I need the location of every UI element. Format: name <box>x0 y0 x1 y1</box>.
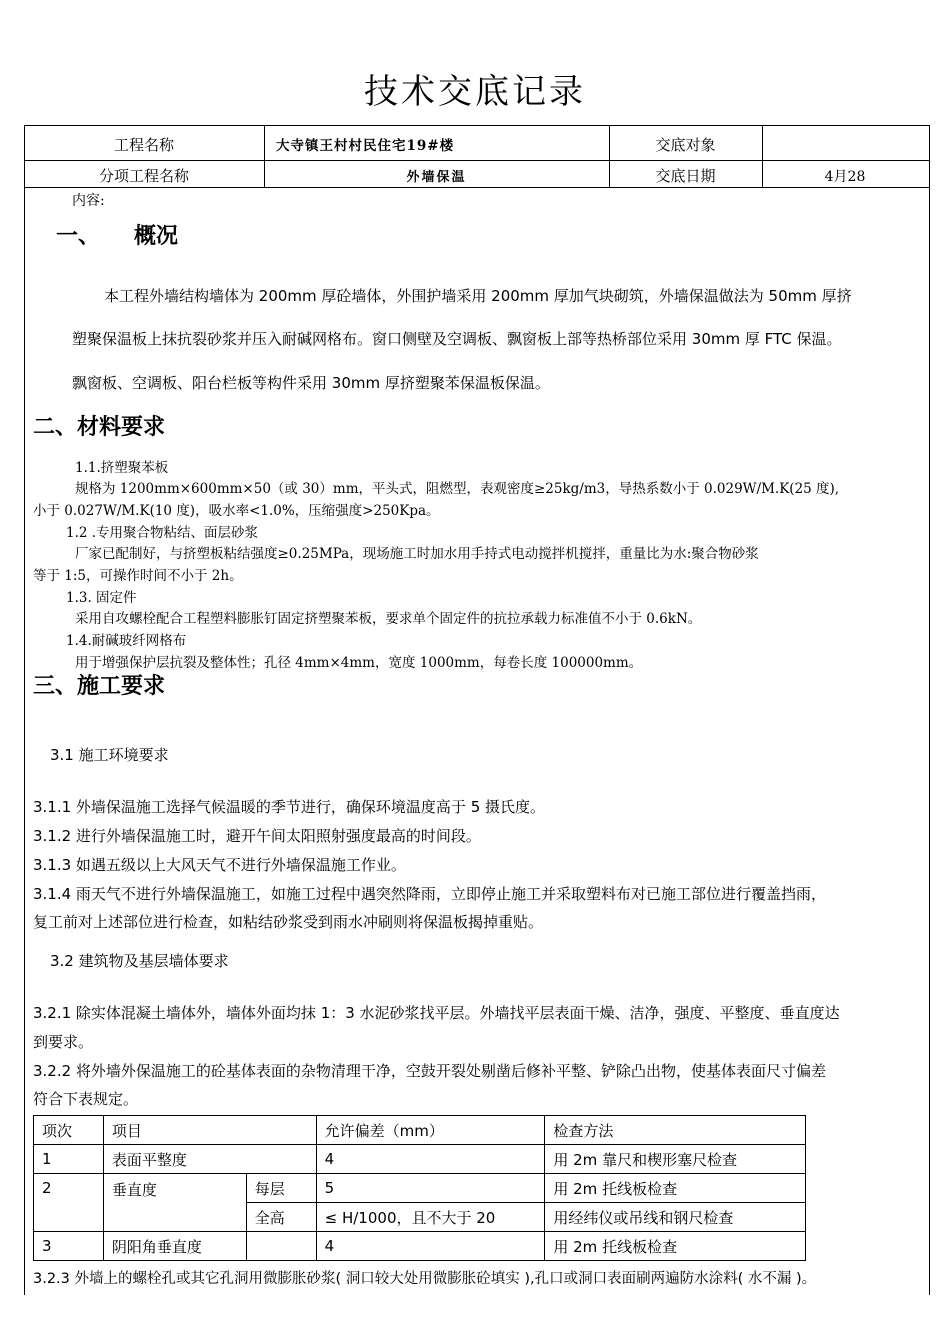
material1-line1: 规格为 1200mm×600mm×50（或 30）mm，平头式，阻燃型，表观密度≥25kg/m3，导热系数小于 0.029W/M.K(25 度), <box>75 481 840 497</box>
clause-3-2-1-line2: 到要求。 <box>33 1033 94 1051</box>
project-name-value: 大寺镇王村村民住宅19#楼 <box>276 138 455 154</box>
table-cell: 表面平整度 <box>103 1145 316 1174</box>
material3-title: 1.3. 固定件 <box>66 590 137 606</box>
table-header-cell: 项次 <box>34 1116 104 1145</box>
table-header-cell: 检查方法 <box>545 1116 806 1145</box>
table-cell <box>246 1232 316 1261</box>
project-name-label: 工程名称 <box>113 136 174 154</box>
overview-para-line1: 本工程外墙结构墙体为 200mm 厚砼墙体，外围护墙采用 200mm 厚加气块砌筑，外墙保温做法为 50mm 厚挤 <box>104 287 852 305</box>
clause-3-2: 3.2 建筑物及基层墙体要求 <box>50 952 229 970</box>
clause-3-1-3: 3.1.3 如遇五级以上大风天气不进行外墙保温施工作业。 <box>33 856 406 874</box>
section3-title: 三、施工要求 <box>33 674 166 699</box>
table-cell: 全高 <box>246 1203 316 1232</box>
table-cell: 每层 <box>246 1174 316 1203</box>
table-cell: 5 <box>316 1174 545 1203</box>
date-value: 4月28 <box>824 169 866 185</box>
document-title: 技术交底记录 <box>364 72 586 112</box>
material1-line2: 小于 0.027W/M.K(10 度)，吸水率<1.0%，压缩强度>250Kpa。 <box>33 503 440 519</box>
material3-line1: 采用自攻螺栓配合工程塑料膨胀钉固定挤塑聚苯板，要求单个固定件的抗拉承载力标准值不小于 0.6kN。 <box>75 611 702 627</box>
table-row <box>34 1232 806 1261</box>
table-cell: 3 <box>34 1232 104 1261</box>
clause-3-2-1-line1: 3.2.1 除实体混凝土墙体外，墙体外面均抹 1：3 水泥砂浆找平层。外墙找平层表面干燥、洁净，强度、平整度、垂直度达 <box>33 1004 840 1022</box>
clause-3-1-4-line1: 3.1.4 雨天气不进行外墙保温施工，如施工过程中遇突然降雨，立即停止施工并采取塑料布对已施工部位进行覆盖挡雨， <box>33 885 826 903</box>
header-bottom-divider <box>24 187 929 188</box>
table-cell: 用 2m 托线板检查 <box>545 1232 806 1261</box>
section1-number: 一、 <box>56 224 101 249</box>
table-cell: 4 <box>316 1145 545 1174</box>
material1-title: 1.1.挤塑聚苯板 <box>75 460 169 476</box>
clause-3-1: 3.1 施工环境要求 <box>50 746 169 764</box>
material2-title: 1.2 .专用聚合物粘结、面层砂浆 <box>66 525 259 541</box>
subproject-value: 外墙保温 <box>406 170 467 185</box>
overview-para-line3: 飘窗板、空调板、阳台栏板等构件采用 30mm 厚挤塑聚苯保温板保温。 <box>72 374 550 392</box>
clause-3-2-3: 3.2.3 外墙上的螺栓孔或其它孔洞用微膨胀砂浆( 洞口较大处用微膨胀砼填实 ),孔口或洞口表面刷两遍防水涂料( 水不漏 )。 <box>33 1271 817 1287</box>
table-row <box>34 1174 806 1203</box>
table-header-cell: 项目 <box>103 1116 316 1145</box>
header-row-divider <box>24 160 929 161</box>
material4-title: 1.4.耐碱玻纤网格布 <box>66 633 187 649</box>
tolerance-table <box>33 1115 806 1261</box>
overview-para-line2: 塑聚保温板上抹抗裂砂浆并压入耐碱网格布。窗口侧壁及空调板、飘窗板上部等热桥部位采用 30mm 厚 FTC 保温。 <box>72 330 842 348</box>
table-cell: 2 <box>34 1174 104 1232</box>
table-cell: ≤ H/1000，且不大于 20 <box>316 1203 545 1232</box>
material4-line1: 用于增强保护层抗裂及整体性；孔径 4mm×4mm，宽度 1000mm，每卷长度 100000mm。 <box>75 655 643 671</box>
table-cell: 用 2m 靠尺和楔形塞尺检查 <box>545 1145 806 1174</box>
material2-line1: 厂家已配制好，与挤塑板粘结强度≥0.25MPa，现场施工时加水用手持式电动搅拌机搅拌，重量比为水:聚合物砂浆 <box>75 546 759 562</box>
section1-title: 概况 <box>134 224 179 249</box>
clause-3-1-2: 3.1.2 进行外墙保温施工时，避开午间太阳照射强度最高的时间段。 <box>33 827 481 845</box>
clause-3-2-2-line2: 符合下表规定。 <box>33 1090 139 1108</box>
table-header-cell: 允许偏差（mm） <box>316 1116 545 1145</box>
target-label: 交底对象 <box>655 136 716 154</box>
table-row <box>34 1145 806 1174</box>
table-cell: 用经纬仪或吊线和钢尺检查 <box>545 1203 806 1232</box>
material2-line2: 等于 1:5，可操作时间不小于 2h。 <box>33 568 243 584</box>
clause-3-1-4-line2: 复工前对上述部位进行检查，如粘结砂浆受到雨水冲刷则将保温板揭掉重贴。 <box>33 913 544 931</box>
table-header-row <box>34 1116 806 1145</box>
section2-title: 二、材料要求 <box>33 415 166 440</box>
table-cell: 用 2m 托线板检查 <box>545 1174 806 1203</box>
table-cell: 4 <box>316 1232 545 1261</box>
table-cell: 阴阳角垂直度 <box>103 1232 246 1261</box>
date-label: 交底日期 <box>655 167 716 185</box>
clause-3-1-1: 3.1.1 外墙保温施工选择气候温暖的季节进行，确保环境温度高于 5 摄氏度。 <box>33 798 546 816</box>
clause-3-2-2-line1: 3.2.2 将外墙外保温施工的砼基体表面的杂物清理干净，空鼓开裂处剔凿后修补平整、铲除凸出物，使基体表面尺寸偏差 <box>33 1062 826 1080</box>
table-cell: 1 <box>34 1145 104 1174</box>
subproject-label: 分项工程名称 <box>98 167 189 185</box>
content-label: 内容: <box>72 193 105 209</box>
table-cell: 垂直度 <box>103 1174 246 1232</box>
